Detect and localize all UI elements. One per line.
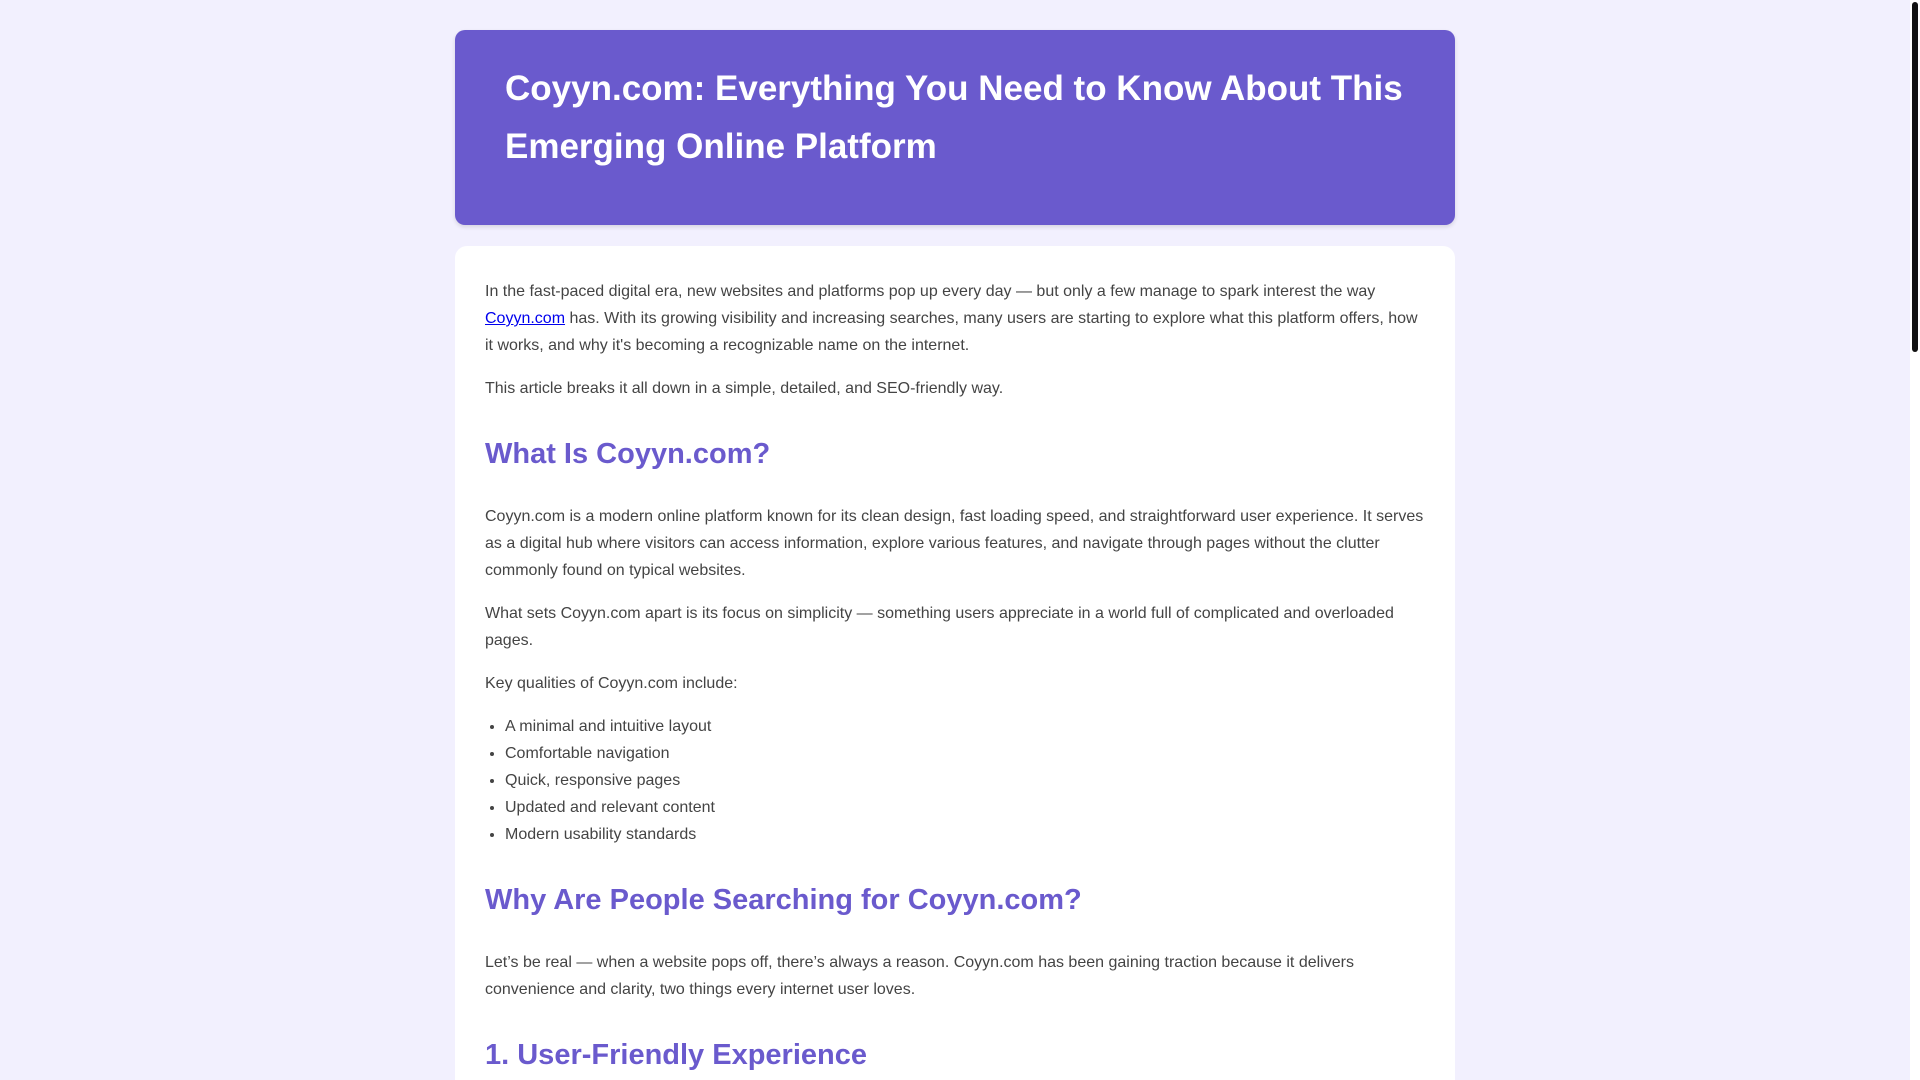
list-item: • Modern usability standards xyxy=(505,821,1425,848)
article-body xyxy=(455,246,1455,1080)
coyyn-link[interactable]: Coyyn.com xyxy=(485,310,566,327)
why-searching-paragraph: Let’s be real — when a website pops off, there’s always a reason. Coyyn.com has been gaining traction because it delivers convenience and clarity, two things every internet user loves. xyxy=(485,954,1354,998)
what-is-paragraph-1: Coyyn.com is a modern online platform known for its clean design, fast loading speed, and straightforward user experience. It serves as a digital hub where visitors can access information, explore various features, and navigate through pages without the clutter commonly found on typical websites. xyxy=(485,508,1424,579)
article-header xyxy=(455,30,1455,225)
list-item: • Comfortable navigation xyxy=(505,740,1425,767)
list-item: • Updated and relevant content xyxy=(505,794,1425,821)
qualities-intro: Key qualities of Coyyn.com include: xyxy=(485,675,738,692)
page-title: Coyyn.com: Everything You Need to Know About This Emerging Online Platform xyxy=(505,69,1403,166)
scrollbar-thumb[interactable] xyxy=(1912,2,1918,352)
heading-what-is: What Is Coyyn.com? xyxy=(485,438,771,470)
heading-why-searching: Why Are People Searching for Coyyn.com? xyxy=(485,884,1082,916)
intro-text-after-link: has. With its growing visibility and increasing searches, many users are starting to explore what this platform offers, how it works, and why it's becoming a recognizable name on the internet. xyxy=(485,310,1418,354)
intro-text-before-link: In the fast-paced digital era, new websites and platforms pop up every day — but only a few manage to spark interest the way xyxy=(485,283,1376,300)
heading-user-friendly: 1. User-Friendly Experience xyxy=(485,1039,867,1071)
what-is-paragraph-2: What sets Coyyn.com apart is its focus on simplicity — something users appreciate in a world full of complicated and overloaded pages. xyxy=(485,605,1394,649)
intro-paragraph-1 xyxy=(485,278,1425,359)
intro-paragraph-2: This article breaks it all down in a simple, detailed, and SEO-friendly way. xyxy=(485,380,1004,397)
list-item: • Quick, responsive pages xyxy=(505,767,1425,794)
article-container xyxy=(455,0,1455,1080)
list-item: • A minimal and intuitive layout xyxy=(505,713,1425,740)
page-scrollbar[interactable] xyxy=(1910,0,1920,1080)
qualities-list xyxy=(485,713,1425,848)
